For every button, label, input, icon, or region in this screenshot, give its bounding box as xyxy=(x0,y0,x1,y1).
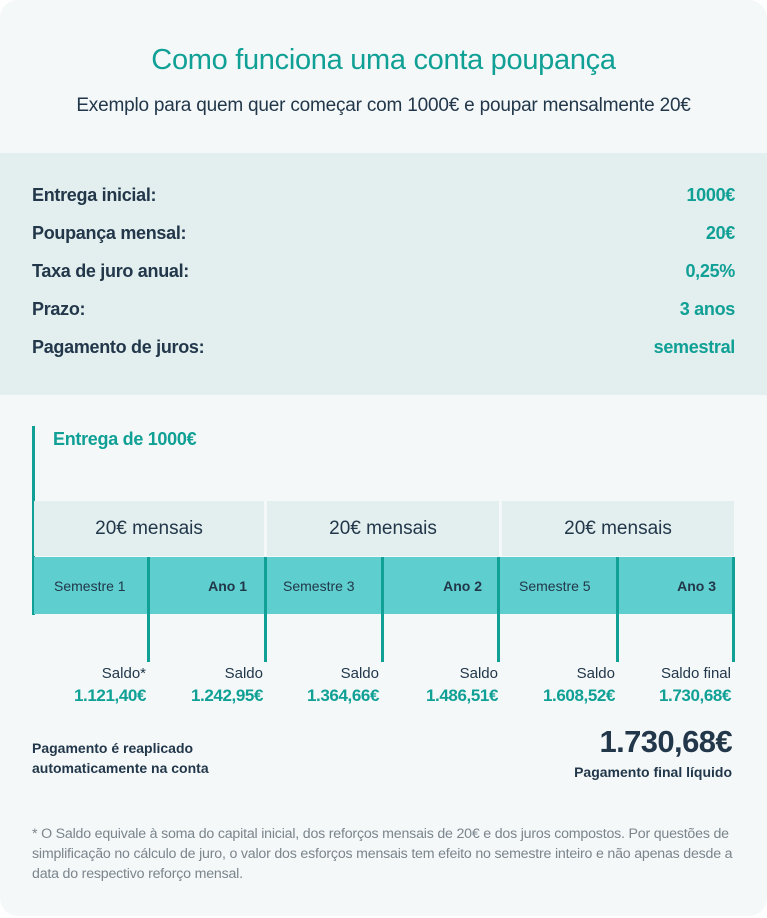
param-row-initial-deposit xyxy=(32,180,735,210)
param-value: 1000€ xyxy=(686,184,735,205)
balance-year-1 xyxy=(143,664,263,708)
balance-label: Saldo xyxy=(224,665,263,682)
reapplied-note-line-1: Pagamento é reaplicado xyxy=(32,740,194,756)
balance-value: 1.364,66€ xyxy=(306,686,379,705)
param-label: Pagamento de juros: xyxy=(32,336,205,357)
timeline-tick xyxy=(732,557,735,662)
timeline-start-label: Entrega de 1000€ xyxy=(53,429,197,449)
param-row-interest-rate xyxy=(32,256,735,286)
balance-final xyxy=(611,664,731,708)
reapplied-note-line-2: automaticamente na conta xyxy=(32,760,209,776)
period-semester-3: Semestre 3 xyxy=(283,577,355,594)
balance-label: Saldo xyxy=(459,665,498,682)
param-value: semestral xyxy=(653,336,735,357)
period-year-2: Ano 2 xyxy=(443,577,482,594)
page-subtitle: Exemplo para quem quer começar com 1000€ e poupar mensalmente 20€ xyxy=(76,95,691,116)
period-semester-1: Semestre 1 xyxy=(54,577,126,594)
final-amount-label: Pagamento final líquido xyxy=(574,764,732,780)
param-value: 3 anos xyxy=(679,298,735,319)
param-label: Entrega inicial: xyxy=(32,184,157,205)
balance-label: Saldo xyxy=(576,665,615,682)
balance-label: Saldo xyxy=(340,665,379,682)
balance-semester-5 xyxy=(495,664,615,708)
param-value: 0,25% xyxy=(685,260,735,281)
monthly-block-year-3: 20€ mensais xyxy=(502,501,734,556)
period-year-3: Ano 3 xyxy=(677,577,716,594)
balance-semester-3 xyxy=(259,664,379,708)
balance-semester-1 xyxy=(26,664,146,708)
balance-value: 1.608,52€ xyxy=(542,686,615,705)
timeline-tick xyxy=(616,557,619,662)
footnote: * O Saldo equivale à soma do capital inicial, dos reforços mensais de 20€ e dos juros compostos. Por questões de simplificação no cálculo de juro, o valor dos esforços mensais tem efeito no semestre inteiro e não apenas desde a data do respectivo reforço mensal. xyxy=(32,826,733,882)
balance-value: 1.121,40€ xyxy=(73,686,146,705)
balance-value: 1.730,68€ xyxy=(658,686,731,705)
timeline-tick xyxy=(381,557,384,662)
balance-label: Saldo final xyxy=(660,665,731,682)
balance-value: 1.242,95€ xyxy=(190,686,263,705)
timeline-tick xyxy=(497,557,500,662)
param-label: Poupança mensal: xyxy=(32,222,187,243)
param-label: Taxa de juro anual: xyxy=(32,260,190,281)
timeline-tick xyxy=(264,557,267,662)
monthly-block-year-1: 20€ mensais xyxy=(34,501,264,556)
final-amount: 1.730,68€ xyxy=(599,724,732,759)
period-year-1: Ano 1 xyxy=(208,577,247,594)
balance-label: Saldo* xyxy=(101,665,146,682)
param-row-interest-payment xyxy=(32,332,735,362)
reapplied-note xyxy=(32,738,292,778)
period-semester-5: Semestre 5 xyxy=(519,577,591,594)
param-label: Prazo: xyxy=(32,298,86,319)
timeline-tick xyxy=(147,557,150,662)
page-title: Como funciona uma conta poupança xyxy=(151,44,616,76)
param-row-term xyxy=(32,294,735,324)
balance-value: 1.486,51€ xyxy=(425,686,498,705)
param-row-monthly-saving xyxy=(32,218,735,248)
parameters-panel xyxy=(0,153,767,395)
monthly-block-year-2: 20€ mensais xyxy=(267,501,499,556)
param-value: 20€ xyxy=(705,222,735,243)
balance-year-2 xyxy=(378,664,498,708)
